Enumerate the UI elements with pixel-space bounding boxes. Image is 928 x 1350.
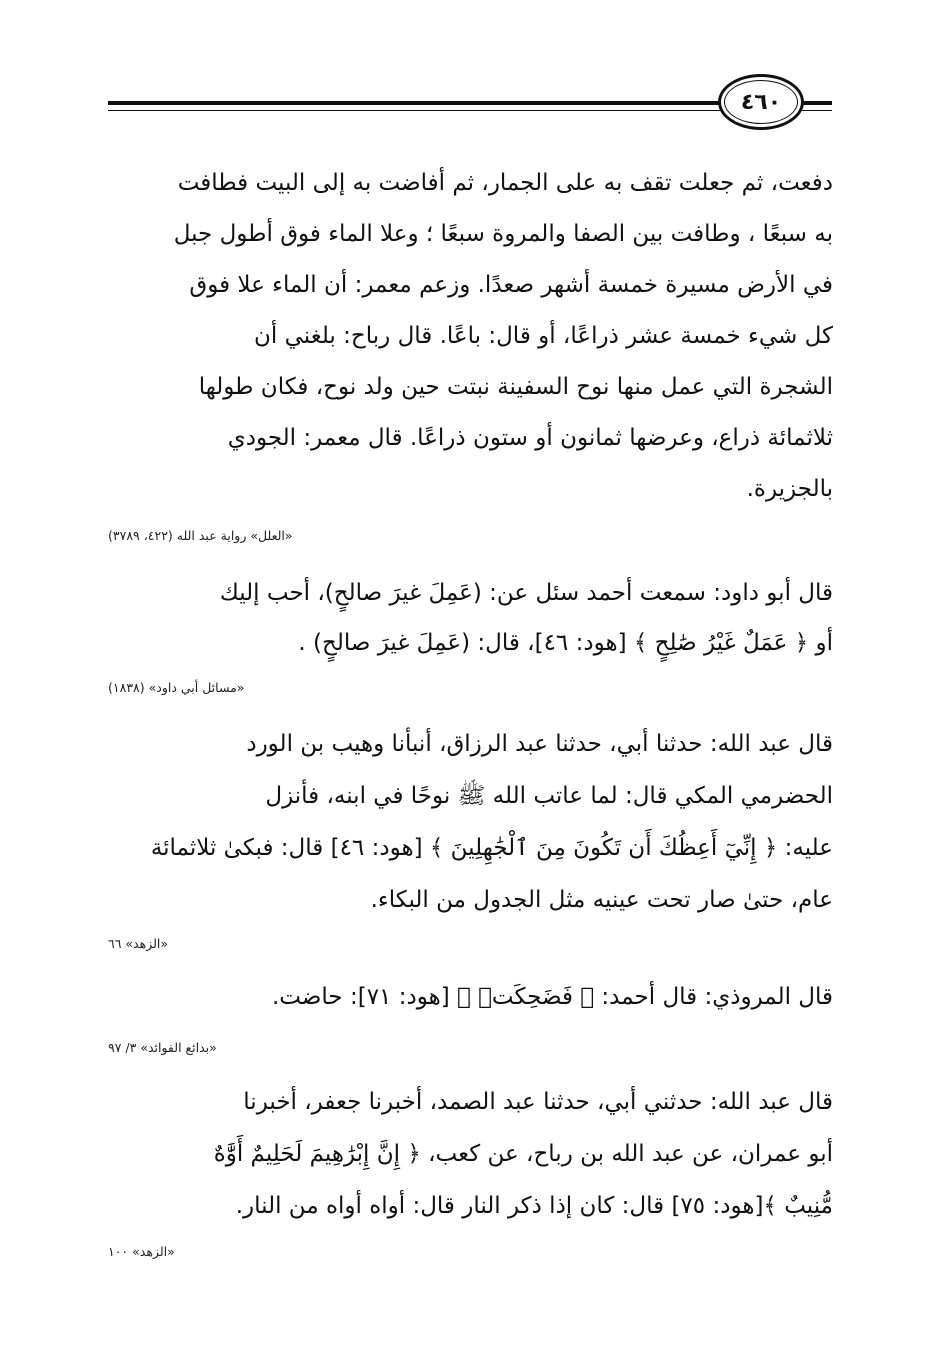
paragraph-1	[108, 158, 833, 515]
text-line: قال المروذي: قال أحمد: ﴿ فَضَحِكَتۡ ﴾ [هود: ٧١]: حاضت.	[272, 984, 833, 1010]
source-citation: «العلل» رواية عبد الله (٤٢٢، ٣٧٨٩)	[108, 528, 293, 543]
page-number-badge	[718, 74, 804, 130]
paragraph-3	[108, 718, 833, 926]
text-line: قال عبد الله: حدثني أبي، حدثنا عبد الصمد، أخبرنا جعفر، أخبرنا	[243, 1089, 833, 1115]
paragraph-5	[108, 1076, 833, 1232]
text-line: قال عبد الله: حدثنا أبي، حدثنا عبد الرزاق، أنبأنا وهيب بن الورد	[246, 731, 833, 757]
header-rule-right-thin	[802, 110, 832, 111]
text-line: أبو عمران، عن عبد الله بن رباح، عن كعب، ﴿ إِنَّ إِبْرَٰهِيمَ لَحَلِيمٌ أَوَّٰهٌ	[213, 1141, 833, 1167]
text-line: قال أبو داود: سمعت أحمد سئل عن: (عَمِلَ غيرَ صالحٍ)، أحب إليك	[219, 580, 833, 606]
text-line: أو ﴿ عَمَلٌ غَيْرُ صَٰلِحٍ ﴾ [هود: ٤٦]، قال: (عَمِلَ غيرَ صالحٍ) .	[298, 630, 833, 656]
text-line: مُّنِيبٌ ﴾[هود: ٧٥] قال: كان إذا ذكر النار قال: أواه أواه من النار.	[235, 1193, 833, 1219]
text-line: الحضرمي المكي قال: لما عاتب الله ﷺ نوحًا في ابنه، فأنزل	[265, 783, 833, 809]
header-rule-thin	[108, 110, 720, 111]
source-citation: «مسائل أبي داود» (١٨٣٨)	[108, 680, 245, 695]
header-rule-right	[802, 101, 832, 105]
page-number: ٤٦٠	[740, 89, 782, 115]
source-citation: «الزهد» ١٠٠	[108, 1244, 175, 1259]
text-line: عام، حتىٰ صار تحت عينيه مثل الجدول من البكاء.	[370, 887, 833, 913]
source-citation: «الزهد» ٦٦	[108, 936, 169, 951]
text-line: ثلاثمائة ذراع، وعرضها ثمانون أو ستون ذراعًا. قال معمر: الجودي	[227, 425, 833, 451]
text-line: كل شيء خمسة عشر ذراعًا، أو قال: باعًا. قال رباح: بلغني أن	[254, 323, 833, 349]
header-rule	[108, 101, 720, 105]
text-line: الشجرة التي عمل منها نوح السفينة نبتت حين ولد نوح، فكان طولها	[198, 374, 833, 400]
paragraph-2	[108, 568, 833, 668]
text-line: بالجزيرة.	[746, 476, 833, 502]
text-line: عليه: ﴿ إِنِّيٓ أَعِظُكَ أَن تَكُونَ مِنَ ٱلْجَٰهِلِينَ ﴾ [هود: ٤٦] قال: فبكىٰ ثلاثمائة	[150, 835, 833, 861]
paragraph-4	[108, 972, 833, 1022]
text-line: به سبعًا ، وطافت بين الصفا والمروة سبعًا ؛ وعلا الماء فوق أطول جبل	[173, 221, 833, 247]
text-line: في الأرض مسيرة خمسة أشهر صعدًا. وزعم معمر: أن الماء علا فوق	[189, 272, 833, 298]
source-citation: «بدائع الفوائد» ٣/ ٩٧	[108, 1040, 217, 1055]
text-line: دفعت، ثم جعلت تقف به على الجمار، ثم أفاضت به إلى البيت فطافت	[177, 170, 833, 196]
